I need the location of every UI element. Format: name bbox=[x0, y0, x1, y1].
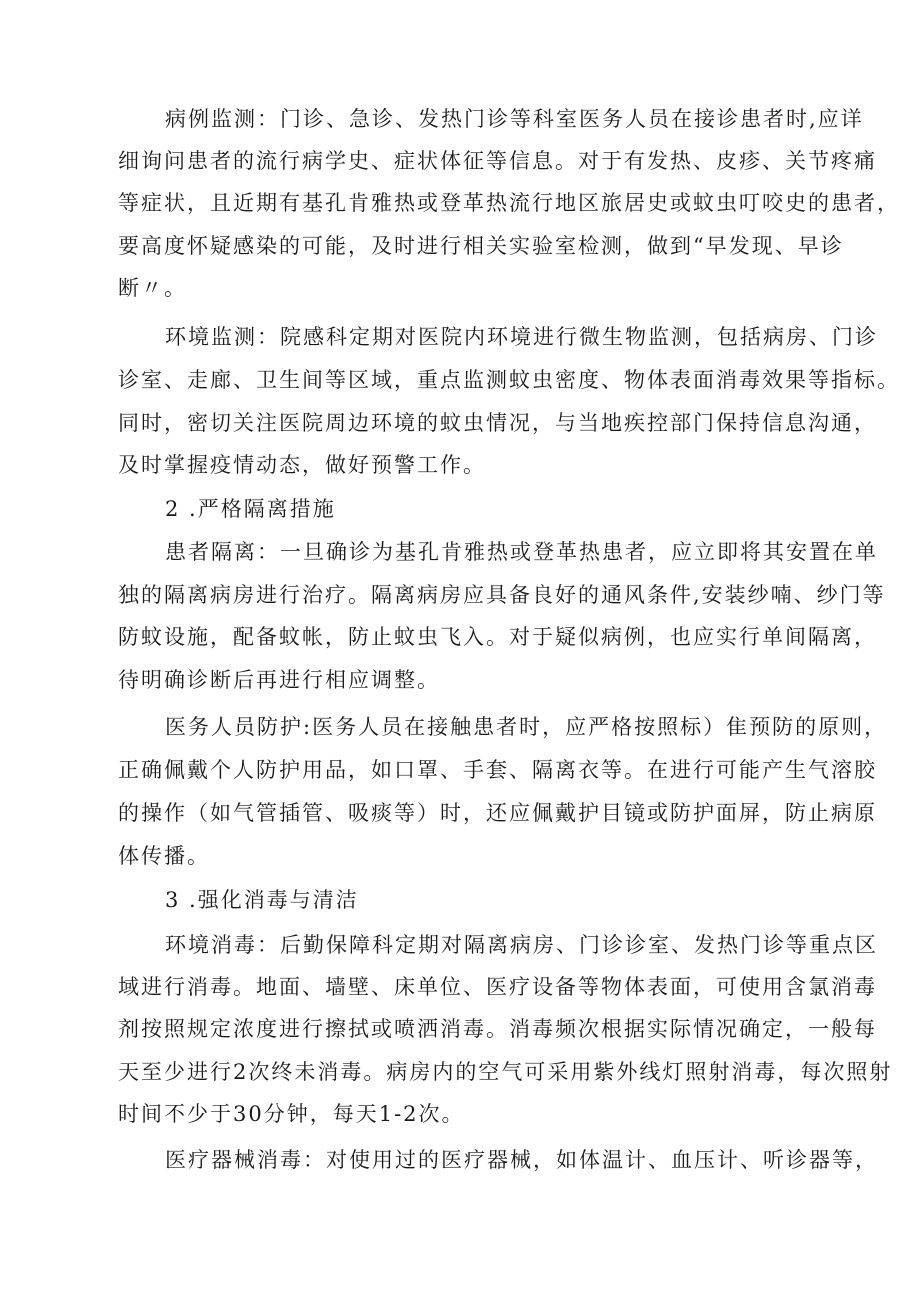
paragraph-line: 天至少进行2次终未消毒。病房内的空气可采用紫外线灯照射消毒，每次照射 bbox=[118, 1060, 893, 1084]
paragraph-line: 医疗器械消毒：对使用过的医疗器械，如体温计、血压计、听诊器等， bbox=[165, 1148, 878, 1172]
paragraph-line: 体传播。 bbox=[118, 844, 210, 868]
paragraph-line: 要高度怀疑感染的可能，及时进行相关实验室检测，做到“早发现、早诊 bbox=[118, 234, 844, 258]
paragraph-line: 独的隔离病房进行治疗。隔离病房应具备良好的通风条件,安装纱喃、纱门等 bbox=[118, 583, 886, 607]
paragraph-line: 患者隔离：一旦确诊为基孔肯雅热或登革热患者，应立即将其安置在单 bbox=[165, 540, 878, 564]
paragraph-line: 时间不少于30分钟，每天1-2次。 bbox=[118, 1102, 465, 1126]
paragraph-line: 域进行消毒。地面、墙壁、床单位、医疗设备等物体表面，可使用含氯消毒 bbox=[118, 975, 877, 999]
paragraph-line: 同时，密切关注医院周边环境的蚊虫情况，与当地疾控部门保持信息沟通， bbox=[118, 411, 877, 435]
section-heading: 3 .强化消毒与清洁 bbox=[165, 888, 359, 912]
paragraph-line: 诊室、走廊、卫生间等区域，重点监测蚊虫密度、物体表面消毒效果等指标。 bbox=[118, 368, 900, 392]
paragraph-line: 等症状，且近期有基孔肯雅热或登革热流行地区旅居史或蚊虫叮咬史的患者， bbox=[118, 191, 900, 215]
paragraph-line: 剂按照规定浓度进行擦拭或喷洒消毒。消毒频次根据实际情况确定，一般每 bbox=[118, 1017, 877, 1041]
paragraph-line: 待明确诊断后再进行相应调整。 bbox=[118, 668, 440, 692]
paragraph-line: 环境消毒：后勤保障科定期对隔离病房、门诊诊室、发热门诊等重点区 bbox=[165, 933, 878, 957]
paragraph-line: 细询问患者的流行病学史、症状体征等信息。对于有发热、皮疹、关节疼痛 bbox=[118, 149, 877, 173]
paragraph-line: 及时掌握疫情动态，做好预警工作。 bbox=[118, 453, 486, 477]
paragraph-line: 的操作（如气管插管、吸痰等）时，还应佩戴护目镜或防护面屏，防止病原 bbox=[118, 801, 877, 825]
paragraph-line: 病例监测：门诊、急诊、发热门诊等科室医务人员在接诊患者时,应详 bbox=[165, 107, 864, 131]
paragraph-line: 正确佩戴个人防护用品，如口罩、手套、隔离衣等。在进行可能产生气溶胶 bbox=[118, 758, 877, 782]
section-heading: 2 .严格隔离措施 bbox=[165, 497, 336, 521]
paragraph-line: 医务人员防护:医务人员在接触患者时，应严格按照标）隹预防的原则， bbox=[165, 715, 888, 739]
paragraph-line: 环境监测：院感科定期对医院内环境进行微生物监测，包括病房、门诊 bbox=[165, 325, 878, 349]
paragraph-line: 断〃。 bbox=[118, 276, 187, 300]
paragraph-line: 防蚊设施，配备蚊帐，防止蚊虫飞入。对于疑似病例，也应实行单间隔离， bbox=[118, 625, 877, 649]
